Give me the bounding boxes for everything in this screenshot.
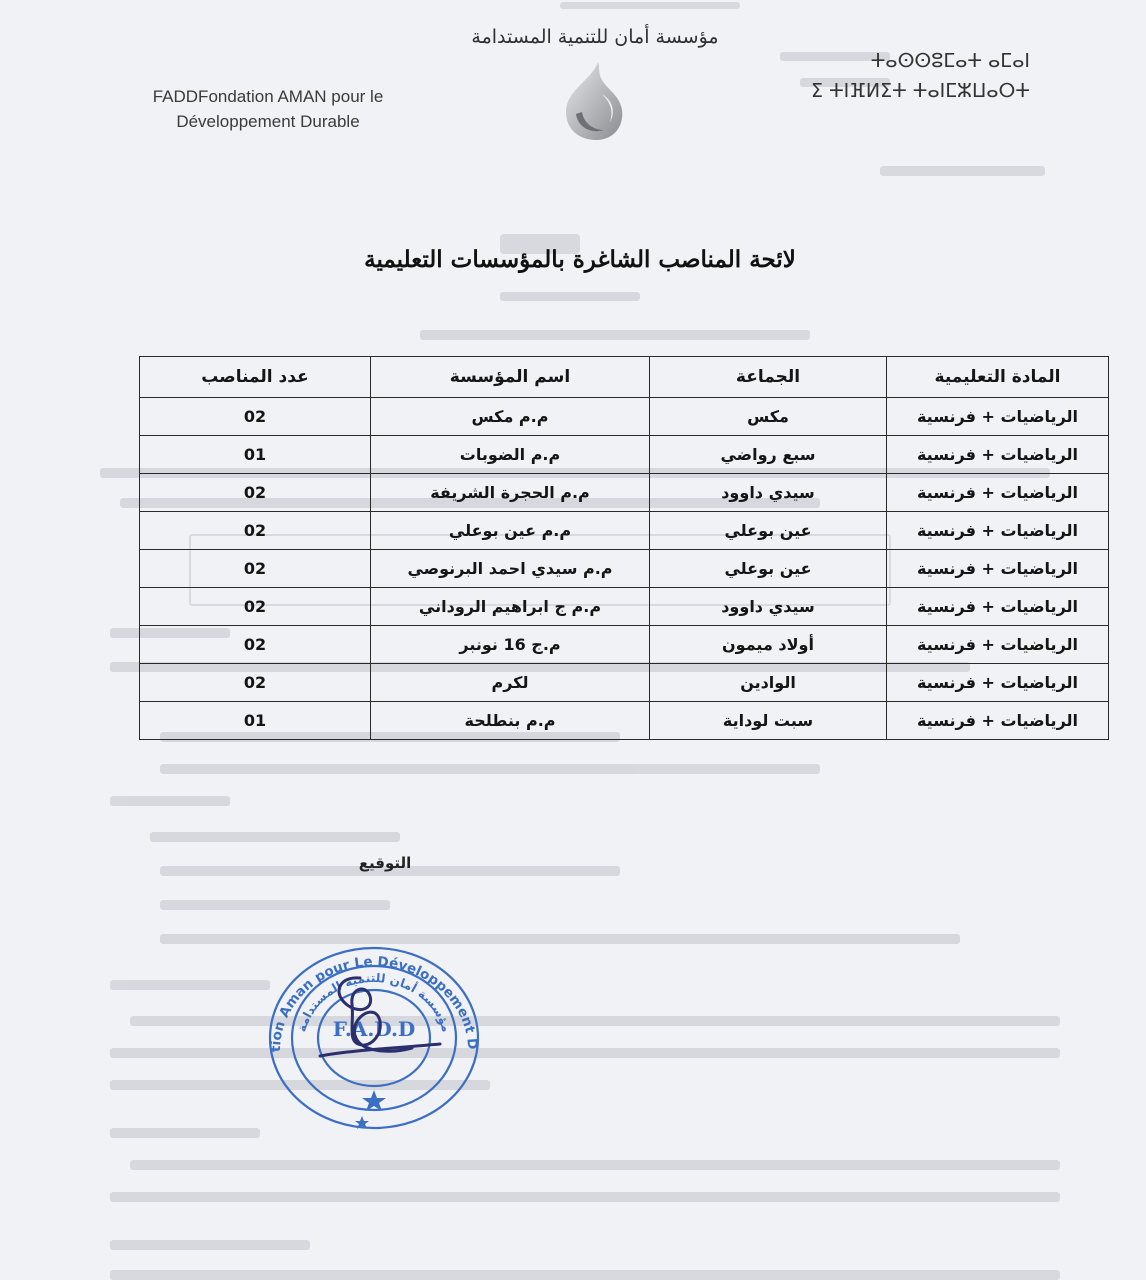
cell-count: 02 <box>140 588 371 626</box>
stamp-center-text: F.A.D.D <box>332 1017 416 1041</box>
cell-subject: الرياضيات + فرنسية <box>887 398 1109 436</box>
org-name-french: FADDFondation AMAN pour le Développement Durable <box>152 87 384 131</box>
cell-subject: الرياضيات + فرنسية <box>887 664 1109 702</box>
table-row <box>140 626 1109 664</box>
cell-commune: الوادين <box>650 664 887 702</box>
cell-count: 02 <box>140 664 371 702</box>
star-icon <box>362 1090 386 1111</box>
vacancy-table <box>139 356 1109 740</box>
cell-school: م.م سيدي احمد البرنوصي <box>371 550 650 588</box>
cell-school: لكرم <box>371 664 650 702</box>
cell-school: م.م عين بوعلي <box>371 512 650 550</box>
cell-school: م.م الضوبات <box>371 436 650 474</box>
cell-count: 02 <box>140 474 371 512</box>
cell-subject: الرياضيات + فرنسية <box>887 550 1109 588</box>
table-row <box>140 702 1109 740</box>
cell-school: م.م بنطلحة <box>371 702 650 740</box>
cell-subject: الرياضيات + فرنسية <box>887 702 1109 740</box>
signature-label: التوقيع <box>358 854 412 872</box>
header-commune: الجماعة <box>650 357 887 398</box>
cell-subject: الرياضيات + فرنسية <box>887 512 1109 550</box>
handwritten-signature <box>300 970 460 1090</box>
cell-subject: الرياضيات + فرنسية <box>887 588 1109 626</box>
cell-commune: عين بوعلي <box>650 550 887 588</box>
cell-commune: سبع رواضي <box>650 436 887 474</box>
cell-commune: سيدي داوود <box>650 588 887 626</box>
cell-subject: الرياضيات + فرنسية <box>887 474 1109 512</box>
cell-school: م.ج 16 نونبر <box>371 626 650 664</box>
table-row <box>140 436 1109 474</box>
table-row <box>140 398 1109 436</box>
water-drop-logo-icon <box>558 60 630 142</box>
cell-count: 02 <box>140 550 371 588</box>
cell-count: 02 <box>140 626 371 664</box>
table-row <box>140 512 1109 550</box>
cell-commune: سبت لوداية <box>650 702 887 740</box>
document-title: لائحة المناصب الشاغرة بالمؤسسات التعليمية <box>364 246 796 273</box>
table-row <box>140 474 1109 512</box>
cell-count: 02 <box>140 512 371 550</box>
cell-school: م.م ج ابراهيم الروداني <box>371 588 650 626</box>
cell-school: م.م الحجرة الشريفة <box>371 474 650 512</box>
cell-subject: الرياضيات + فرنسية <box>887 436 1109 474</box>
header-subject: المادة التعليمية <box>887 357 1109 398</box>
cell-count: 01 <box>140 702 371 740</box>
table-row <box>140 588 1109 626</box>
cell-commune: سيدي داوود <box>650 474 887 512</box>
cell-commune: مكس <box>650 398 887 436</box>
stamp-inner-text: مؤسسة أمان للتنمية المستدامة <box>294 970 454 1034</box>
cell-count: 02 <box>140 398 371 436</box>
org-name-tifinagh: ⵜⴰⵙⵙⵓⵎⴰⵜ ⴰⵎⴰⵏ ⵉ ⵜⵏⴼⵍⵉⵜ ⵜⴰⵏⵎⵣⵡⴰⵔⵜ <box>811 50 1030 102</box>
header-count: عدد المناصب <box>140 357 371 398</box>
table-row <box>140 664 1109 702</box>
stamp-outer-text: tion Aman pour Le Développement D <box>267 953 481 1053</box>
cell-count: 01 <box>140 436 371 474</box>
header-school: اسم المؤسسة <box>371 357 650 398</box>
cell-commune: عين بوعلي <box>650 512 887 550</box>
cell-school: م.م مكس <box>371 398 650 436</box>
cell-commune: أولاد ميمون <box>650 626 887 664</box>
cell-subject: الرياضيات + فرنسية <box>887 626 1109 664</box>
table-header-row <box>140 357 1109 398</box>
org-name-arabic: مؤسسة أمان للتنمية المستدامة <box>471 26 719 48</box>
table-row <box>140 550 1109 588</box>
